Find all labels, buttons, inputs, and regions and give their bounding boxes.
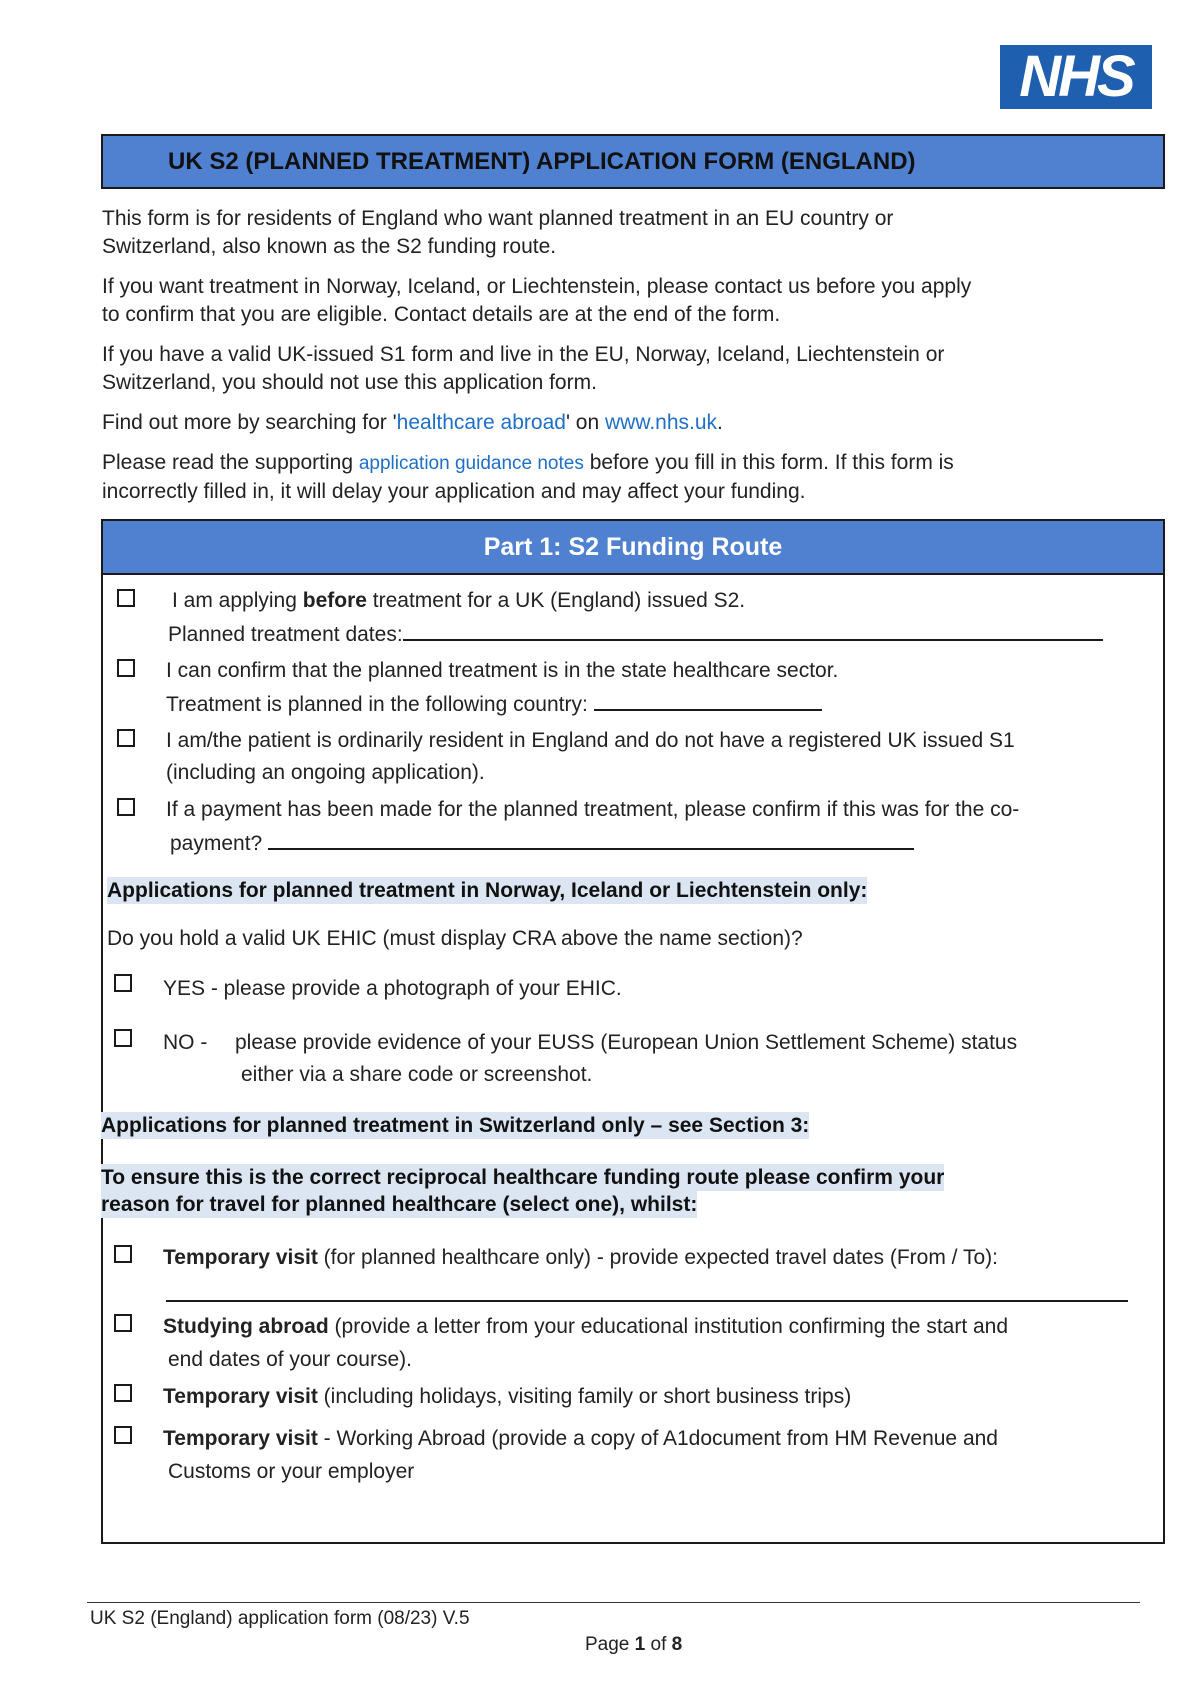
intro-paragraph-1: This form is for residents of England who want planned treatment in an EU country or Switzerland, also known as the S2 funding route. — [102, 207, 894, 258]
checkbox-state-sector[interactable] — [117, 659, 135, 677]
footer-form-reference: UK S2 (England) application form (08/23) V.5 — [90, 1608, 470, 1629]
item-state-sector: I can confirm that the planned treatment is in the state healthcare sector. — [166, 659, 839, 682]
item-ordinarily-resident: I am/the patient is ordinarily resident in England and do not have a registered UK issued S1 (including an ongoing application). — [166, 729, 1015, 784]
planned-dates-field[interactable] — [403, 619, 1103, 641]
intro-paragraph-3: If you have a valid UK-issued S1 form and live in the EU, Norway, Iceland, Liechtenstein or Switzerland, you should not use this application form. — [102, 343, 945, 394]
ehic-question: Do you hold a valid UK EHIC (must display CRA above the name section)? — [107, 927, 803, 950]
intro-paragraph-4: Find out more by searching for 'healthcare abroad' on www.nhs.uk. — [102, 411, 723, 434]
page-number: Page 1 of 8 — [585, 1634, 683, 1655]
option-temporary-visit-holidays: Temporary visit (including holidays, visiting family or short business trips) — [163, 1385, 852, 1408]
checkbox-ordinarily-resident[interactable] — [117, 729, 135, 747]
checkbox-applying-before[interactable] — [117, 589, 135, 607]
healthcare-abroad-link[interactable]: healthcare abroad — [396, 411, 566, 434]
co-payment-row: payment? — [170, 828, 914, 857]
treatment-country-row: Treatment is planned in the following country: — [166, 689, 822, 718]
item-co-payment: If a payment has been made for the planned treatment, please confirm if this was for the co- — [166, 798, 1020, 821]
checkbox-ehic-no[interactable] — [114, 1029, 132, 1047]
intro-paragraph-2: If you want treatment in Norway, Iceland, or Liechtenstein, please contact us before you apply to confirm that you are eligible. Contact details are at the end of the form. — [102, 275, 972, 326]
checkbox-studying-abroad[interactable] — [114, 1314, 132, 1332]
ehic-no-label: NO - — [163, 1031, 208, 1054]
option-studying-abroad: Studying abroad (provide a letter from your educational institution confirming the start and — [163, 1315, 1009, 1338]
co-payment-field[interactable] — [268, 828, 914, 850]
option-temporary-visit-working-line2: Customs or your employer — [168, 1460, 415, 1483]
checkbox-temporary-visit-working[interactable] — [114, 1426, 132, 1444]
ehic-yes-option: YES - please provide a photograph of your EHIC. — [163, 977, 622, 1000]
nhs-logo: NHS — [1000, 45, 1152, 109]
nic-heading: Applications for planned treatment in Norway, Iceland or Liechtenstein only: — [107, 879, 868, 902]
checkbox-temporary-visit-holidays[interactable] — [114, 1384, 132, 1402]
footer-divider — [87, 1602, 1140, 1603]
option-studying-abroad-line2: end dates of your course). — [168, 1348, 412, 1371]
nhs-website-link[interactable]: www.nhs.uk — [605, 411, 718, 434]
checkbox-temporary-visit-healthcare[interactable] — [114, 1245, 132, 1263]
item-applying-before: I am applying before treatment for a UK (England) issued S2. — [172, 589, 746, 612]
option-temporary-visit-healthcare: Temporary visit (for planned healthcare only) - provide expected travel dates (From / To): — [163, 1246, 998, 1269]
travel-dates-field[interactable] — [166, 1280, 1128, 1302]
planned-dates-row: Planned treatment dates: — [168, 619, 1103, 648]
route-heading: To ensure this is the correct reciprocal healthcare funding route please confirm your reason for travel for planned healthcare (select one), whilst: — [101, 1166, 945, 1216]
checkbox-ehic-yes[interactable] — [114, 974, 132, 992]
ehic-no-option: please provide evidence of your EUSS (European Union Settlement Scheme) status either via a share code or screenshot. — [235, 1031, 1018, 1086]
checkbox-co-payment[interactable] — [117, 798, 135, 816]
option-temporary-visit-working: Temporary visit - Working Abroad (provide a copy of A1document from HM Revenue and — [163, 1427, 998, 1450]
treatment-country-field[interactable] — [594, 689, 822, 711]
intro-paragraph-5: Please read the supporting application guidance notes before you fill in this form. If this form is incorrectly filled in, it will delay your application and may affect your funding. — [102, 451, 954, 503]
swiss-heading: Applications for planned treatment in Switzerland only – see Section 3: — [101, 1114, 810, 1137]
guidance-notes-link[interactable]: application guidance notes — [358, 453, 584, 474]
form-title: UK S2 (PLANNED TREATMENT) APPLICATION FORM (ENGLAND) — [101, 134, 1165, 189]
part1-header: Part 1: S2 Funding Route — [103, 521, 1163, 575]
